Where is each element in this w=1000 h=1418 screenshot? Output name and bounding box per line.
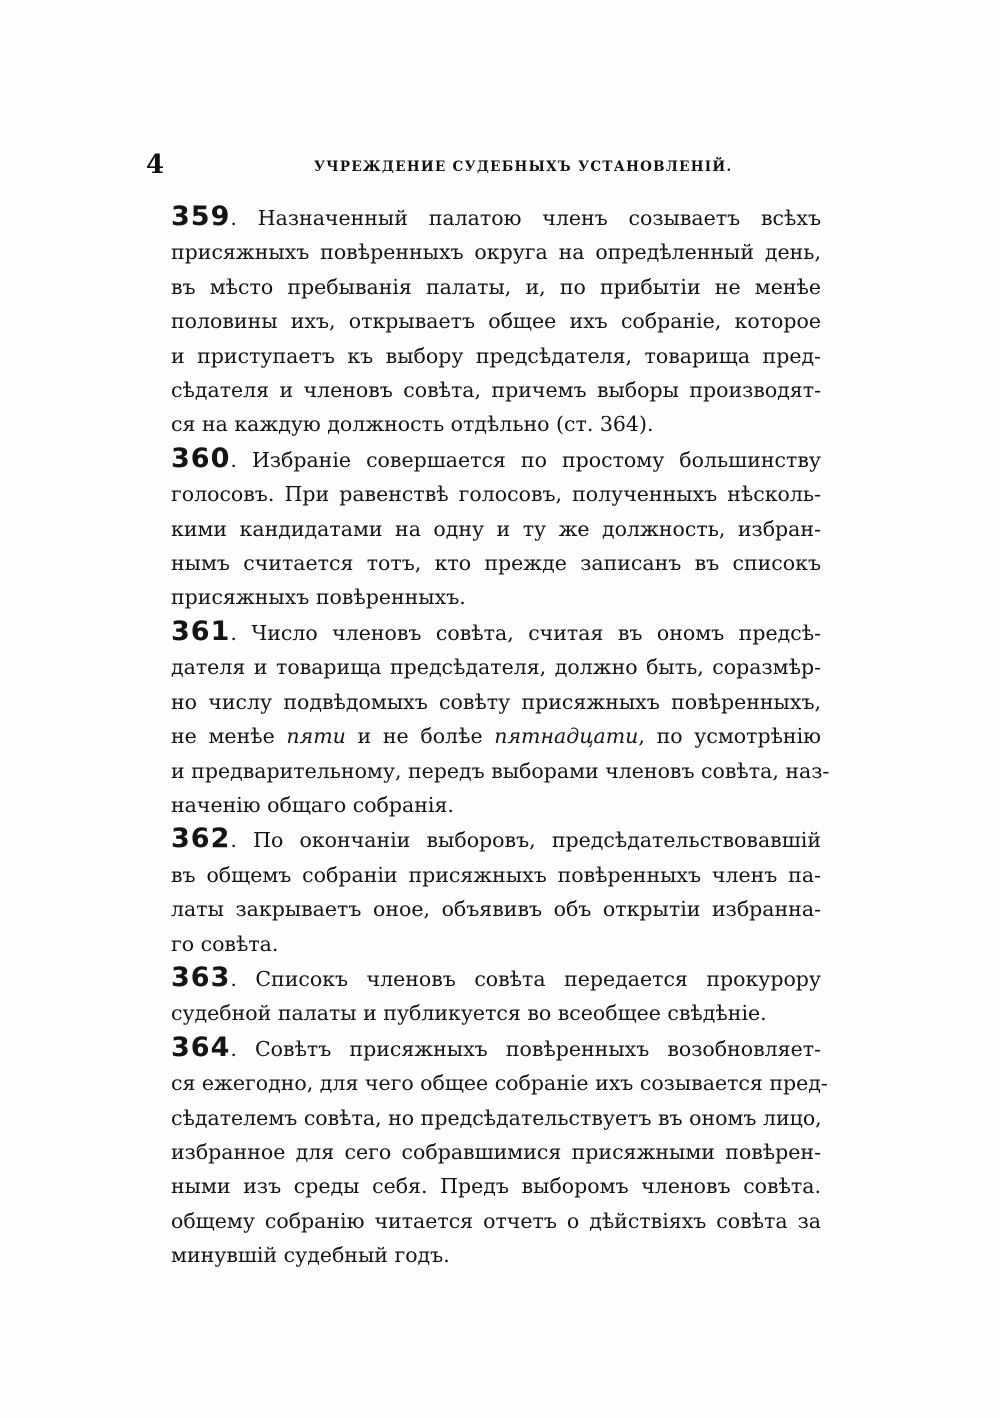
text-line: ся на каждую должность отдѣльно (ст. 364). [171,412,654,437]
text-line [145,719,821,753]
text-line: и предварительному, передъ выборами членовъ совѣта, наз- [171,758,830,783]
page-body [145,200,830,1273]
text-line: половины ихъ, открываетъ общее ихъ собраніе, которое [171,309,821,334]
text-line: ся ежегодно, для чего общее собраніе ихъ созывается пред- [171,1071,828,1096]
line-text: Списокъ членовъ совѣта передается прокурору [255,966,821,991]
text-line: го совѣта. [171,931,279,956]
page-header [146,150,826,184]
text-line: 361. Число членовъ совѣта, считая въ ономъ предсѣ- [171,615,821,647]
line-text: Избраніе совершается по простому большинству [251,447,821,472]
article-360 [145,442,821,615]
line-text: и не болѣе [345,724,495,749]
article-363 [145,961,821,1031]
text-line: 363. Списокъ членовъ совѣта передается прокурору [171,961,821,993]
article-number: 364 [171,1031,231,1063]
article-364 [145,1031,828,1273]
text-line: въ мѣсто пребыванія палаты, и, по прибытіи не менѣе [171,274,821,299]
text-line: 364. Совѣтъ присяжныхъ повѣренныхъ возобновляет- [171,1031,821,1063]
text-line: судебной палаты и публикуется во всеобщее свѣдѣніе. [171,1001,767,1026]
italic-word: пятнадцати [494,724,639,749]
article-362 [145,822,821,961]
text-line: дателя и товарища предсѣдателя, должно быть, соразмѣр- [171,655,821,680]
text-line: минувшій судебный годъ. [171,1243,450,1268]
text-line: наченію общаго собранія. [171,792,454,817]
text-line: но числу подвѣдомыхъ совѣту присяжныхъ повѣренныхъ, [171,689,821,714]
article-number: 363 [171,961,231,993]
text-line: кими кандидатами на одну и ту же должность, избран- [171,516,821,541]
text-line: 362. По окончаніи выборовъ, предсѣдательствовавшій [171,823,821,855]
text-line: 360. Избраніе совершается по простому большинству [171,442,821,474]
text-line: въ общемъ собраніи присяжныхъ повѣренныхъ членъ па- [171,862,821,887]
italic-word: пяти [286,724,346,749]
text-line: ными изъ среды себя. Предъ выборомъ членовъ совѣта. [171,1174,821,1199]
text-line: присяжныхъ повѣренныхъ. [171,585,466,610]
line-text: Совѣтъ присяжныхъ повѣренныхъ возобновляет- [255,1036,821,1061]
text-line: сѣдателемъ совѣта, но предсѣдательствуетъ въ ономъ лицо, [171,1105,822,1130]
text-line: присяжныхъ повѣренныхъ округа на опредѣленный день, [171,240,821,265]
text-line: общему собранію читается отчетъ о дѣйствіяхъ совѣта за [171,1208,821,1233]
line-text: По окончаніи выборовъ, предсѣдательствовавшій [253,828,821,853]
text-line: и приступаетъ къ выбору предсѣдателя, товарища пред- [171,343,821,368]
text-line: латы закрываетъ оное, объявивъ объ открытіи избранна- [171,897,821,922]
text-line: избранное для сего собравшимися присяжными повѣрен- [171,1139,821,1164]
line-text: , по усмотрѣнію [638,724,822,749]
text-line: сѣдателя и членовъ совѣта, причемъ выборы производят- [171,378,821,403]
article-number: 360 [171,442,231,474]
article-number: 359 [171,201,231,232]
text-line: голосовъ. При равенствѣ голосовъ, полученныхъ нѣсколь- [171,482,821,507]
line-text: Назначенный палатою членъ созываетъ всѣхъ [257,206,821,230]
article-number: 361 [171,615,231,647]
page-number: 4 [146,150,165,180]
running-title: УЧРЕЖДЕНИЕ СУДЕБНЫХЪ УСТАНОВЛЕНІЙ. [314,159,733,175]
text-line: нымъ считается тотъ, кто прежде записанъ въ списокъ [171,551,821,576]
line-text: не менѣе [171,724,287,749]
article-359 [145,200,821,442]
article-number: 362 [171,823,231,855]
line-text: Число членовъ совѣта, считая въ ономъ предсѣ- [251,620,821,645]
text-line: 359. Назначенный палатою членъ созываетъ всѣхъ [171,201,821,232]
article-361 [145,615,830,822]
